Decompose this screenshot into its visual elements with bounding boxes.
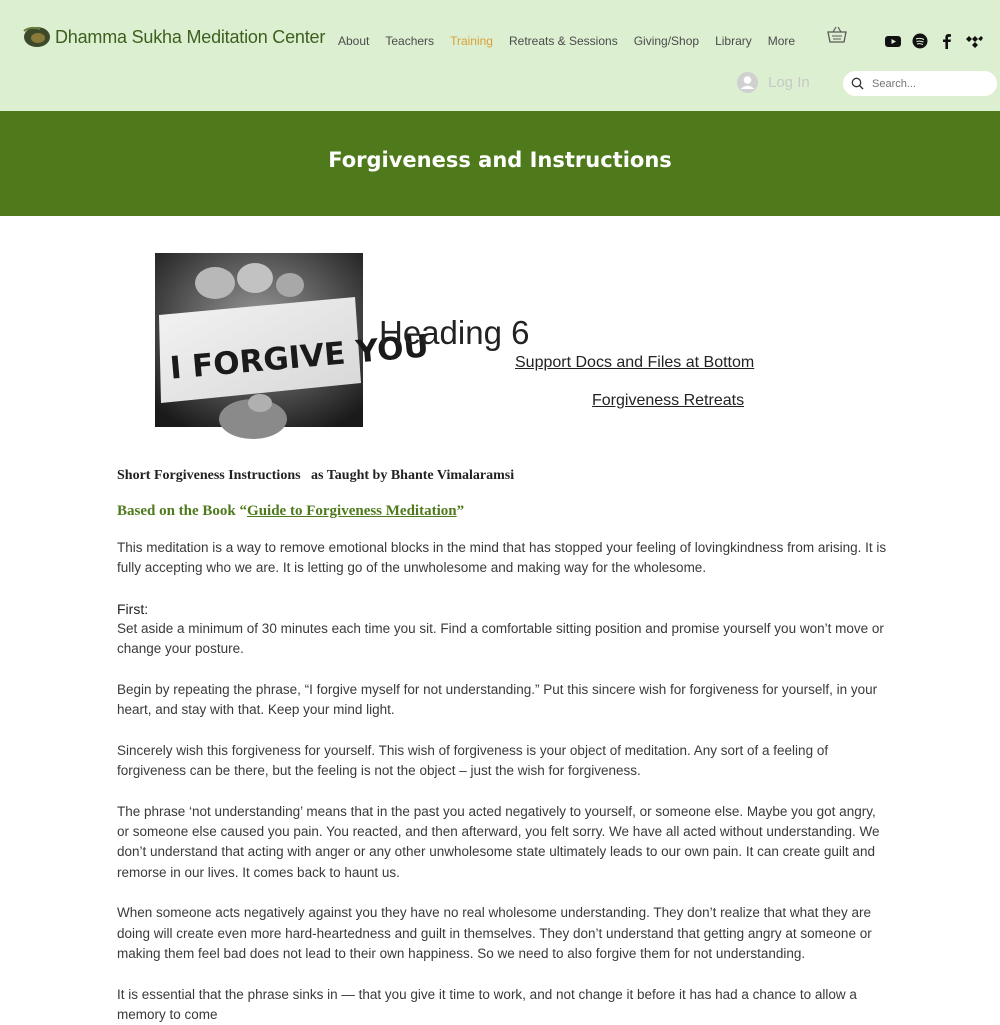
nav-about[interactable]: About: [338, 34, 370, 48]
nav-library[interactable]: Library: [715, 34, 752, 48]
book-suffix: ”: [456, 503, 465, 519]
login-label: Log In: [768, 74, 810, 91]
first-label: First:: [117, 600, 149, 617]
main-nav: [338, 34, 811, 48]
tidal-icon[interactable]: [965, 32, 983, 50]
nav-training[interactable]: Training: [450, 34, 493, 48]
youtube-icon[interactable]: [884, 32, 902, 50]
forgive-sign-image: [155, 253, 431, 427]
title-banner: [0, 111, 1000, 216]
page-title: Forgiveness and Instructions: [328, 148, 672, 172]
paragraph: Set aside a minimum of 30 minutes each time you sit. Find a comfortable sitting position and promise yourself you won’t move or change your posture.: [117, 621, 884, 657]
site-name[interactable]: Dhamma Sukha Meditation Center: [55, 27, 326, 47]
instructions-subtitle: Short Forgiveness Instructions as Taught by Bhante Vimalaramsi: [117, 468, 515, 483]
search-icon: [851, 77, 864, 90]
nav-giving-shop[interactable]: Giving/Shop: [633, 34, 700, 48]
book-reference: [117, 503, 464, 520]
forgiveness-retreats-link[interactable]: Forgiveness Retreats: [592, 392, 745, 409]
paragraph: When someone acts negatively against you they have no real wholesome understanding. They don’t realize that what they are doing will create even more hard-heartedness and guilt in themselves. They don’t understand that getting angry at someone or making them feel bad does not lead to their own happiness. So we need to also forgive them for not understanding.: [117, 905, 872, 961]
basket-icon[interactable]: [827, 26, 847, 44]
search-input[interactable]: [870, 77, 984, 91]
paragraph: This meditation is a way to remove emotional blocks in the mind that has stopped your feeling of lovingkindness from arising. It is fully accepting who we are. It is letting go of the unwholesome and making way for the wholesome.: [117, 540, 887, 576]
paragraph: Sincerely wish this forgiveness for yourself. This wish of forgiveness is your object of meditation. Any sort of a feeling of forgiveness can be there, but the feeling is not the object – just the wish for forgiveness.: [117, 742, 829, 779]
support-docs-link[interactable]: Support Docs and Files at Bottom: [515, 354, 755, 371]
book-link[interactable]: Guide to Forgiveness Meditation: [247, 503, 457, 519]
login-button[interactable]: [737, 72, 810, 93]
paragraph: It is essential that the phrase sinks in — that you give it time to work, and not change it before it has had a chance to allow a memory to come: [117, 986, 857, 1022]
nav-more[interactable]: More: [767, 34, 796, 48]
nav-teachers[interactable]: Teachers: [385, 34, 435, 48]
search-box[interactable]: [843, 71, 997, 96]
book-prefix: Based on the Book “: [117, 503, 248, 519]
paragraph: The phrase ‘not understanding’ means that in the past you acted negatively to yourself, or someone else. Maybe you got angry, or someone else caused you pain. You reacted, and then afterward, you felt sorry. We have all acted without understanding. We don’t understand that acting with anger or any other unwholesome state ultimately leads to our own pain. It can create guilt and remorse in our lives. It comes back to haunt us.: [117, 803, 880, 880]
site-header: [0, 0, 1000, 111]
article-body: [117, 538, 887, 1025]
spotify-icon[interactable]: [911, 32, 929, 50]
nav-retreats-sessions[interactable]: Retreats & Sessions: [508, 34, 618, 48]
section-heading: Heading 6: [379, 314, 530, 351]
facebook-icon[interactable]: [938, 32, 956, 50]
user-avatar-icon: [737, 72, 758, 93]
logo-icon[interactable]: [22, 24, 52, 50]
paragraph: Begin by repeating the phrase, “I forgive myself for not understanding.” Put this sincere wish for forgiveness for yourself, in your heart, and stay with that. Keep your mind light.: [117, 682, 878, 718]
sign-text: I FORGIVE YOU: [168, 328, 431, 387]
